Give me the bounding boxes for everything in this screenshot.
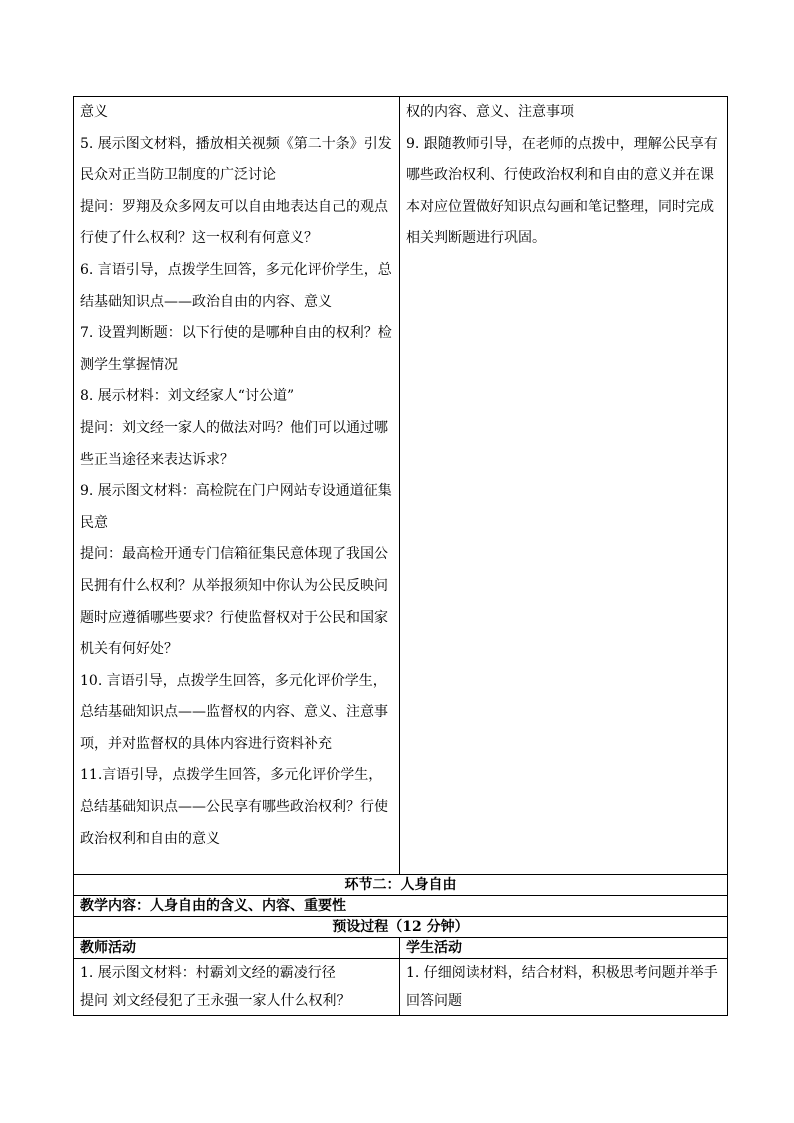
teacher-paragraph: 6. 言语引导，点拨学生回答，多元化评价学生，总结基础知识点——政治自由的内容、意义 [80, 261, 392, 310]
student-activity-header: 学生活动 [400, 938, 728, 959]
teacher-paragraph: 提问：最高检开通专门信箱征集民意体现了我国公民拥有什么权利？从举报须知中你认为公民反映问题时应遵循哪些要求？行使监督权对于公民和国家机关有何好处？ [80, 546, 388, 658]
process-row [74, 917, 728, 938]
teacher-paragraph: 1. 展示图文材料：村霸刘文经的霸凌行径 [80, 965, 336, 981]
teacher-paragraph: 提问：罗翔及众多网友可以自由地表达自己的观点行使了什么权利？这一权利有何意义？ [80, 198, 388, 247]
student-activity-cell [400, 959, 728, 1016]
teaching-content-row [74, 896, 728, 917]
teacher-paragraph: 意义 [80, 104, 108, 120]
student-paragraph: 9. 跟随教师引导，在老师的点拨中，理解公民享有哪些政治权利、行使政治权利和自由的意义并在课本对应位置做好知识点勾画和笔记整理，同时完成相关判断题进行巩固。 [406, 135, 718, 247]
column-header-row [74, 938, 728, 959]
teacher-paragraph: 8. 展示材料：刘文经家人“讨公道” [80, 388, 295, 405]
teacher-paragraph: 提问：刘文经一家人的做法对吗？他们可以通过哪些正当途径来表达诉求？ [80, 419, 388, 468]
teacher-paragraph: 10. 言语引导，点拨学生回答，多元化评价学生，总结基础知识点——监督权的内容、意义、注意事项，并对监督权的具体内容进行资料补充 [80, 672, 388, 752]
teacher-activity-cell [74, 959, 400, 1016]
teacher-activity-cell [74, 97, 400, 875]
teaching-content: 教学内容：人身自由的含义、内容、重要性 [74, 896, 728, 917]
process-heading: 预设过程（12 分钟） [74, 917, 728, 938]
teacher-activity-header: 教师活动 [74, 938, 400, 959]
teacher-paragraph: 11.言语引导，点拨学生回答，多元化评价学生，总结基础知识点——公民享有哪些政治权利？行使政治权利和自由的意义 [80, 767, 388, 847]
teacher-paragraph: 5. 展示图文材料，播放相关视频《第二十条》引发民众对正当防卫制度的广泛讨论 [80, 135, 392, 184]
teacher-paragraph: 7. 设置判断题：以下行使的是哪种自由的权利？检测学生掌握情况 [80, 325, 392, 373]
section-two-activities-row [74, 959, 728, 1016]
student-paragraph: 1. 仔细阅读材料，结合材料，积极思考问题并举手回答问题 [406, 965, 718, 1009]
student-paragraph: 权的内容、意义、注意事项 [406, 104, 574, 120]
section-title: 环节二：人身自由 [74, 875, 728, 896]
teacher-paragraph: 提问 刘文经侵犯了王永强一家人什么权利？ [80, 993, 351, 1009]
lesson-plan-table [73, 96, 728, 1016]
section-title-row [74, 875, 728, 896]
student-activity-cell [400, 97, 728, 875]
activities-row [74, 97, 728, 875]
teacher-paragraph: 9. 展示图文材料：高检院在门户网站专设通道征集民意 [80, 483, 392, 531]
